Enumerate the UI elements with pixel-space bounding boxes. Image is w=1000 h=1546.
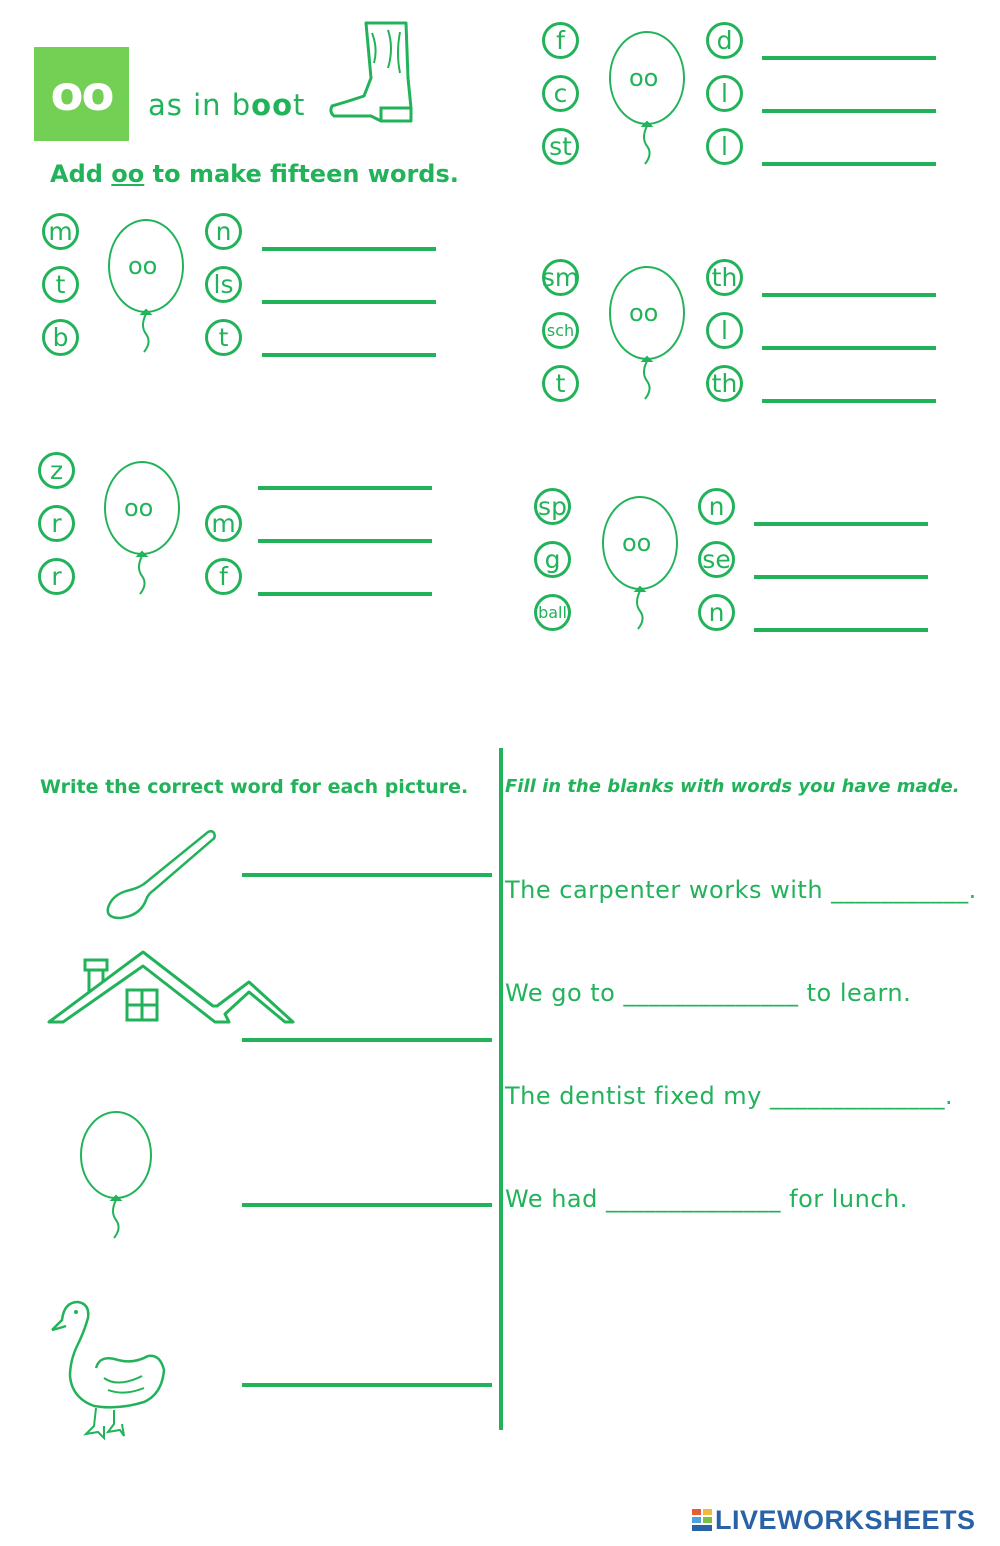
word-answer-line[interactable] [762, 56, 936, 60]
letter-circle-right: t [205, 319, 242, 356]
spoon-icon [104, 830, 219, 922]
word-answer-line[interactable] [754, 628, 928, 632]
word-answer-line[interactable] [258, 486, 432, 490]
letter-circle-right: d [706, 22, 743, 59]
goose-icon [48, 1298, 168, 1442]
letter-circle-right: f [205, 558, 242, 595]
letter-circle-left: st [542, 128, 579, 165]
instruction-post: to make fifteen words. [144, 160, 459, 188]
balloon-icon [607, 30, 687, 170]
letter-circle-left: r [38, 505, 75, 542]
letter-circle-left: b [42, 319, 79, 356]
sentence-4[interactable]: We had ______________ for lunch. [505, 1185, 908, 1213]
instruction-add-oo [50, 160, 459, 188]
as-in-prefix: as in b [148, 88, 252, 122]
word-answer-line[interactable] [754, 575, 928, 579]
sentence-3[interactable]: The dentist fixed my ______________. [505, 1082, 954, 1110]
balloon-icon [607, 265, 687, 405]
letter-circle-right: th [706, 365, 743, 402]
letter-circle-right: n [698, 488, 735, 525]
balloon-oo-label: oo [128, 252, 158, 280]
balloon-icon [600, 495, 680, 635]
instruction-pre: Add [50, 160, 112, 188]
letter-circle-right: se [698, 541, 735, 578]
letter-circle-left: c [542, 75, 579, 112]
letter-circle-right: l [706, 75, 743, 112]
liveworksheets-logo [692, 1505, 976, 1536]
letter-circle-left: z [38, 452, 75, 489]
letter-circle-right: th [706, 259, 743, 296]
oo-title-box: oo [34, 47, 129, 141]
boot-icon [326, 18, 416, 128]
sentence-1[interactable]: The carpenter works with ___________. [505, 876, 977, 904]
as-in-suffix: t [293, 88, 306, 122]
word-answer-line[interactable] [754, 522, 928, 526]
word-answer-line[interactable] [258, 539, 432, 543]
picture-answer-line-3[interactable] [242, 1203, 492, 1207]
sentence-2[interactable]: We go to ______________ to learn. [505, 979, 912, 1007]
word-answer-line[interactable] [258, 592, 432, 596]
letter-circle-right: l [706, 312, 743, 349]
balloon-oo-label: oo [629, 299, 659, 327]
logo-mark-icon [692, 1509, 712, 1531]
balloon-icon [76, 1110, 156, 1242]
letter-circle-left: ball [534, 594, 571, 631]
letter-circle-left: t [542, 365, 579, 402]
letter-circle-right: l [706, 128, 743, 165]
picture-answer-line-4[interactable] [242, 1383, 492, 1387]
as-in-boot-label [148, 88, 305, 122]
balloon-icon [102, 460, 182, 600]
section-left-title: Write the correct word for each picture. [40, 776, 469, 798]
word-answer-line[interactable] [262, 300, 436, 304]
picture-answer-line-1[interactable] [242, 873, 492, 877]
word-answer-line[interactable] [262, 247, 436, 251]
word-answer-line[interactable] [262, 353, 436, 357]
word-answer-line[interactable] [762, 109, 936, 113]
letter-circle-left: r [38, 558, 75, 595]
balloon-oo-label: oo [629, 64, 659, 92]
letter-circle-left: sch [542, 312, 579, 349]
letter-circle-right: n [205, 213, 242, 250]
word-answer-line[interactable] [762, 399, 936, 403]
letter-circle-right: m [205, 505, 242, 542]
balloon-oo-label: oo [622, 529, 652, 557]
letter-circle-left: m [42, 213, 79, 250]
logo-text: LIVEWORKSHEETS [715, 1505, 976, 1535]
letter-circle-right: n [698, 594, 735, 631]
roof-icon [45, 948, 297, 1026]
letter-circle-right: ls [205, 266, 242, 303]
instruction-oo: oo [111, 160, 145, 188]
letter-circle-left: sp [534, 488, 571, 525]
balloon-oo-label: oo [124, 494, 154, 522]
letter-circle-left: t [42, 266, 79, 303]
word-answer-line[interactable] [762, 346, 936, 350]
as-in-bold: oo [251, 88, 294, 122]
picture-answer-line-2[interactable] [242, 1038, 492, 1042]
section-right-title: Fill in the blanks with words you have made. [505, 776, 960, 797]
section-divider [499, 748, 503, 1430]
letter-circle-left: g [534, 541, 571, 578]
word-answer-line[interactable] [762, 293, 936, 297]
letter-circle-left: sm [542, 259, 579, 296]
letter-circle-left: f [542, 22, 579, 59]
word-answer-line[interactable] [762, 162, 936, 166]
balloon-icon [106, 218, 186, 358]
